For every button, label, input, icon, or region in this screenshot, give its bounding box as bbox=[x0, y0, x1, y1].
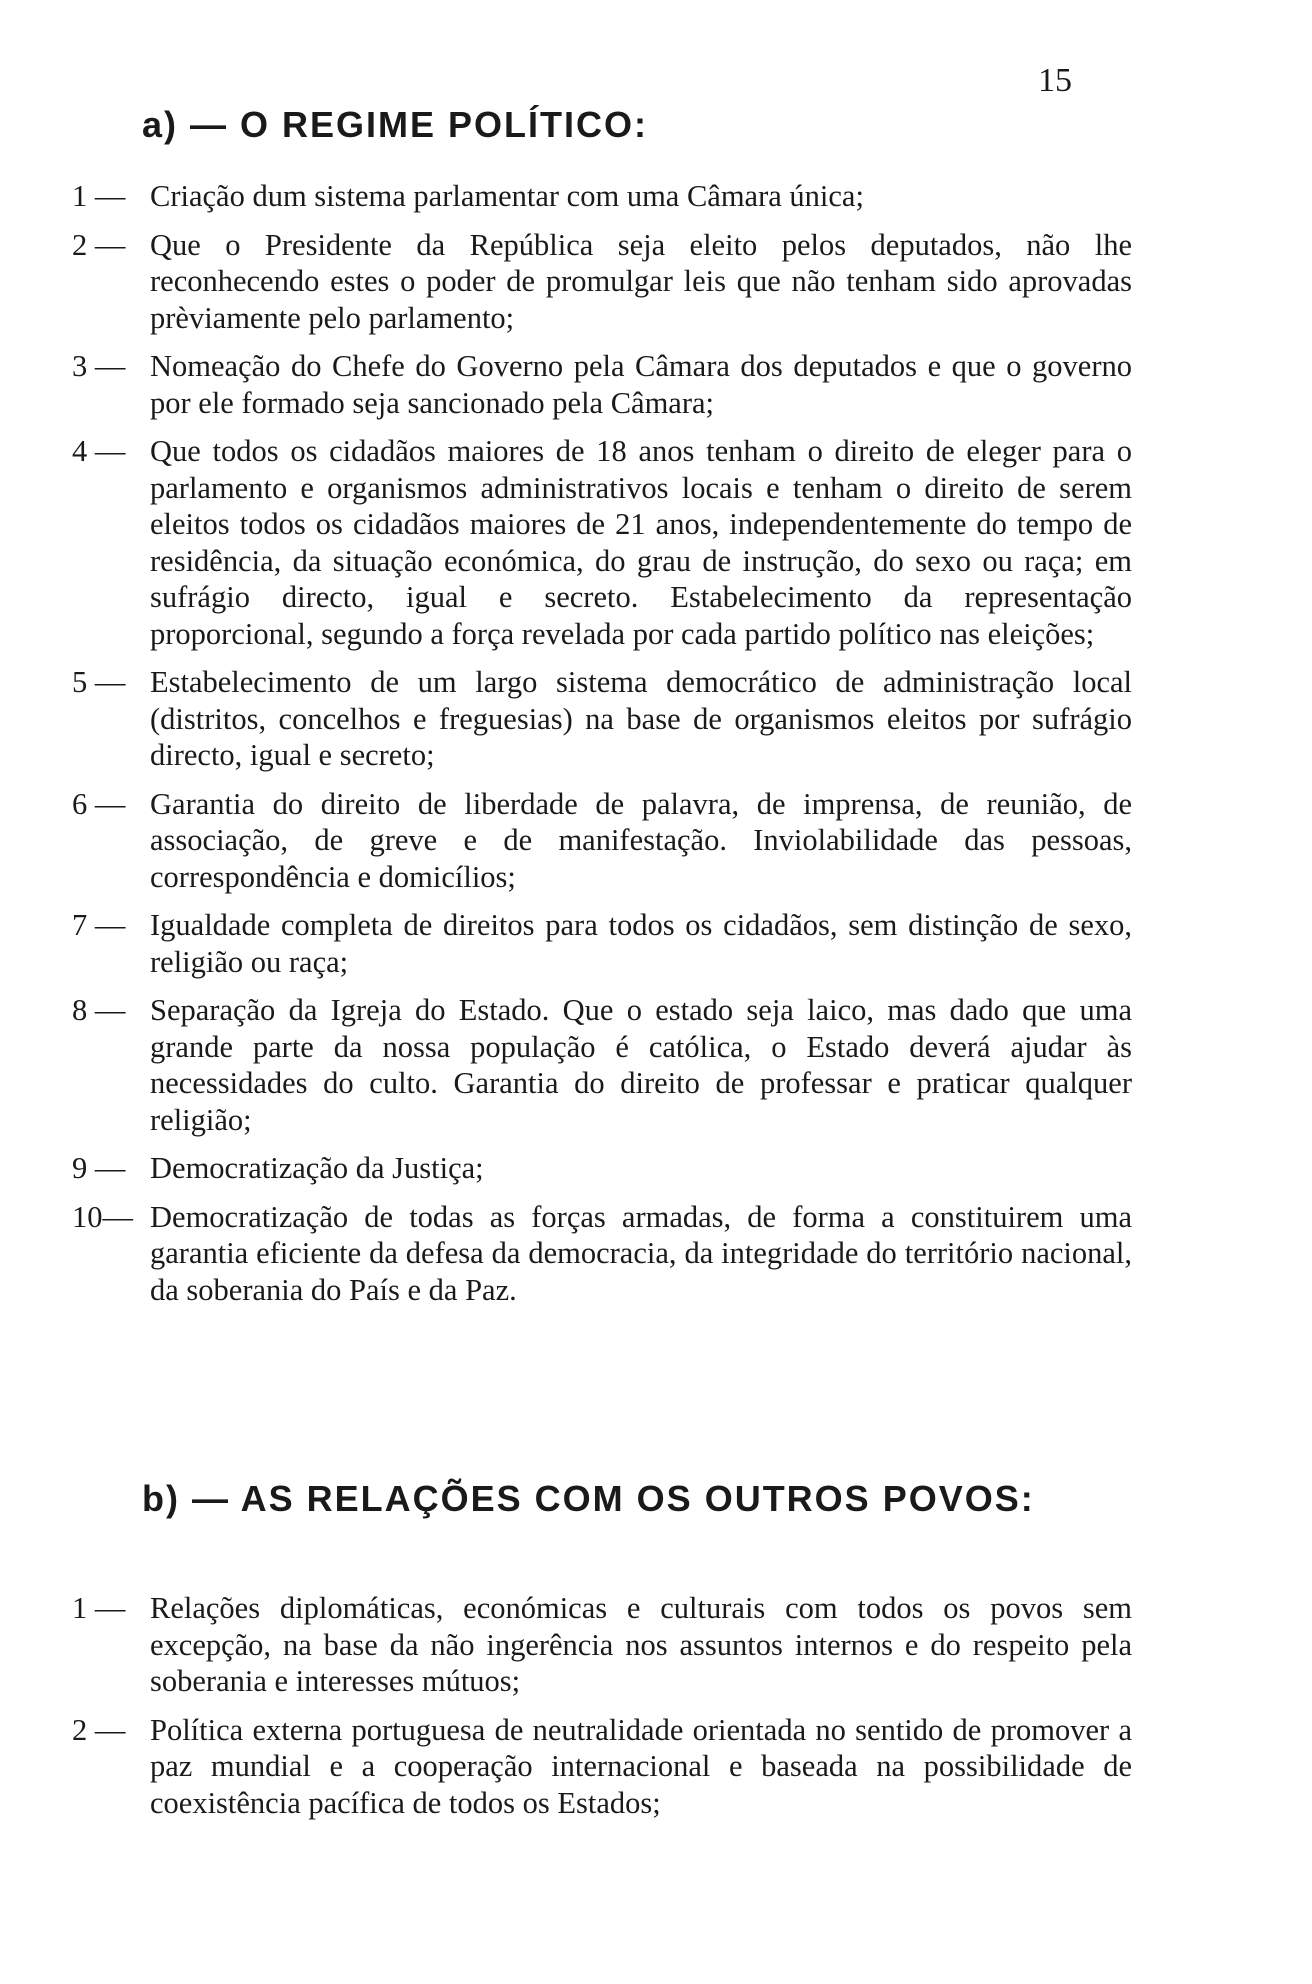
item-number: 3 — bbox=[72, 349, 126, 383]
list-item bbox=[72, 664, 1132, 774]
item-number: 8 — bbox=[72, 993, 126, 1027]
item-text: Separação da Igreja do Estado. Que o estado seja laico, mas dado que uma grande parte da nossa população é católica, o Estado deverá ajudar às necessidades do culto. Garantia do direito de professar e praticar qualquer religião; bbox=[150, 993, 1132, 1137]
item-number: 1 — bbox=[72, 179, 126, 213]
item-number: 4 — bbox=[72, 434, 126, 468]
item-text: Garantia do direito de liberdade de palavra, de imprensa, de reunião, de associação, de greve e de manifestação. Inviolabilidade das pessoas, correspondência e domicílios; bbox=[150, 786, 1132, 894]
list-item bbox=[72, 1150, 1132, 1187]
list-item bbox=[72, 348, 1132, 421]
item-text: Criação dum sistema parlamentar com uma Câmara única; bbox=[150, 179, 864, 213]
list-item bbox=[72, 1199, 1132, 1309]
item-text: Política externa portuguesa de neutralidade orientada no sentido de promover a paz mundial e a cooperação internacional e baseada na possibilidade de coexistência pacífica de todos os Estados; bbox=[150, 1712, 1132, 1820]
item-text: Estabelecimento de um largo sistema democrático de administração local (distritos, concelhos e freguesias) na base de organismos eleitos por sufrágio directo, igual e secreto; bbox=[150, 665, 1132, 772]
item-text: Relações diplomáticas, económicas e culturais com todos os povos sem excepção, na base da não ingerência nos assuntos internos e do respeito pela soberania e interesses mútuos; bbox=[150, 1591, 1132, 1698]
list-item bbox=[72, 786, 1132, 896]
item-number: 9 — bbox=[72, 1151, 126, 1185]
item-number: 10— bbox=[72, 1199, 133, 1234]
item-number: 2 — bbox=[72, 227, 126, 262]
item-number: 1 — bbox=[72, 1591, 126, 1625]
list-item bbox=[72, 1712, 1132, 1822]
page-number: 15 bbox=[1038, 62, 1072, 99]
item-number: 2 — bbox=[72, 1712, 126, 1747]
list-item bbox=[72, 992, 1132, 1138]
item-text: Que todos os cidadãos maiores de 18 anos tenham o direito de eleger para o parlamento e organismos administrativos locais e tenham o direito de serem eleitos todos os cidadãos maiores de 21 anos, independentemente do tempo de residência, da situação económica, do grau de instrução, do sexo ou raça; em sufrágio directo, igual e secreto. Estabelecimento da representação proporcional, segundo a força revelada por cada partido político nas eleições; bbox=[150, 434, 1132, 651]
item-number: 6 — bbox=[72, 786, 126, 821]
item-text: Nomeação do Chefe do Governo pela Câmara dos deputados e que o governo por ele formado seja sancionado pela Câmara; bbox=[150, 349, 1132, 420]
foreign-relations-list bbox=[72, 1590, 1132, 1833]
item-number: 7 — bbox=[72, 908, 126, 942]
list-item bbox=[72, 433, 1132, 652]
political-regime-list bbox=[72, 178, 1132, 1320]
list-item bbox=[72, 178, 1132, 215]
list-item bbox=[72, 227, 1132, 337]
section-title-foreign-relations: b) — AS RELAÇÕES COM OS OUTROS POVOS: bbox=[142, 1478, 1035, 1519]
section-title-political-regime: a) — O REGIME POLÍTICO: bbox=[142, 104, 649, 145]
list-item bbox=[72, 907, 1132, 980]
list-item bbox=[72, 1590, 1132, 1700]
item-text: Que o Presidente da República seja eleito pelos deputados, não lhe reconhecendo estes o poder de promulgar leis que não tenham sido aprovadas prèviamente pelo parlamento; bbox=[150, 227, 1132, 335]
item-number: 5 — bbox=[72, 665, 126, 699]
item-text: Democratização de todas as forças armadas, de forma a constituirem uma garantia eficiente da defesa da democracia, da integridade do território nacional, da soberania do País e da Paz. bbox=[150, 1199, 1132, 1307]
item-text: Igualdade completa de direitos para todos os cidadãos, sem distinção de sexo, religião ou raça; bbox=[150, 908, 1132, 979]
item-text: Democratização da Justiça; bbox=[150, 1151, 484, 1185]
